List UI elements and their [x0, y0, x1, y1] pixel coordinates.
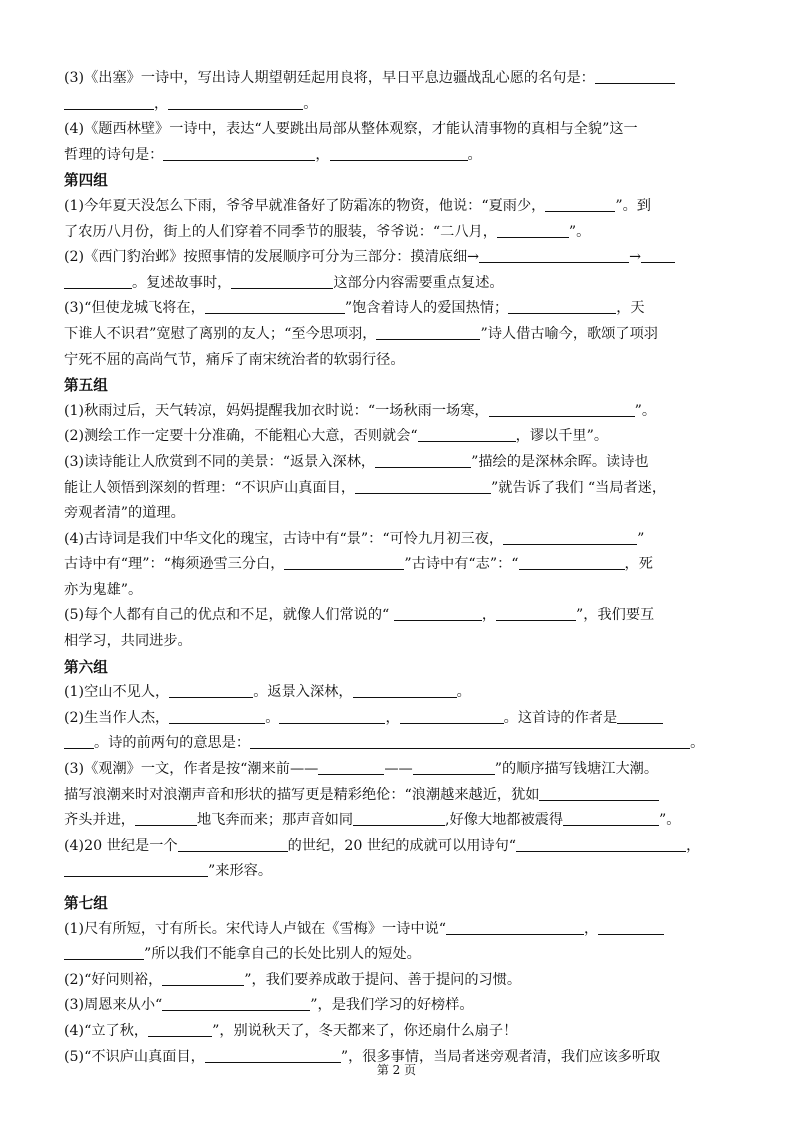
line-text: (3)周恩来从小“ — [64, 997, 163, 1014]
line-text: ， — [154, 95, 169, 112]
answer-blank[interactable] — [162, 995, 310, 1011]
line-text: (3)《观潮》一文，作者是按“潮来前—— — [64, 761, 319, 778]
question-line — [64, 578, 731, 604]
answer-blank[interactable] — [508, 298, 616, 314]
line-text: ， — [686, 837, 701, 854]
group-heading — [64, 373, 731, 399]
line-text: ”所以我们不能拿自己的长处比别人的短处。 — [144, 946, 421, 963]
line-text: ”的顺序描写钱塘江大潮。 — [494, 761, 659, 778]
answer-blank[interactable] — [318, 759, 384, 775]
line-text: (1)尺有所短，寸有所长。宋代诗人卢钺在《雪梅》一诗中说“ — [64, 920, 447, 937]
question-line — [64, 194, 731, 220]
answer-blank[interactable] — [168, 94, 303, 110]
question-line — [64, 993, 731, 1019]
line-text: ”来形容。 — [208, 863, 273, 880]
question-line — [64, 245, 731, 271]
line-text: 下谁人不识君”宽慰了离别的友人；“至今思项羽， — [64, 325, 377, 342]
answer-blank[interactable] — [169, 708, 265, 724]
answer-blank[interactable] — [376, 324, 480, 340]
line-text: (1)今年夏天没怎么下雨，爷爷早就准备好了防霜冻的物资，他说：“夏雨少， — [64, 197, 546, 214]
group-heading — [64, 655, 731, 681]
answer-blank[interactable] — [516, 836, 686, 852]
line-text: 。 — [265, 709, 280, 726]
line-text: 的世纪，20 世纪的成就可以用诗句“ — [287, 837, 517, 854]
line-text: 。复述故事时， — [132, 274, 232, 291]
line-text: ， — [481, 607, 497, 624]
group-heading — [64, 168, 731, 194]
question-line — [64, 859, 731, 885]
answer-blank[interactable] — [169, 682, 253, 698]
line-text: 亦为鬼雄”。 — [64, 581, 143, 598]
line-text: (4)古诗词是我们中华文化的瑰宝，古诗中有“景”：“可怜九月初三夜， — [64, 530, 504, 547]
line-text: (4)20 世纪是一个 — [64, 837, 178, 854]
question-line — [64, 834, 731, 860]
line-text: (5)“不识庐山真面目， — [64, 1048, 205, 1065]
question-line — [64, 629, 731, 655]
answer-blank[interactable] — [284, 554, 404, 570]
line-text: (3)《出塞》一诗中，写出诗人期望朝廷起用良将，早日平息边疆战乱心愿的名句是： — [64, 70, 595, 86]
line-text: ”，是我们学习的好榜样。 — [310, 997, 474, 1014]
line-text: 第四组 — [64, 172, 108, 190]
line-text: 描写浪潮来时对浪潮声音和形状的描写更是精彩绝伦：“浪潮越来越近，犹如 — [64, 786, 540, 803]
line-text: ”古诗中有“志”：“ — [404, 556, 519, 573]
answer-blank[interactable] — [446, 919, 584, 935]
line-text: (2)“好问则裕， — [64, 971, 163, 988]
line-text: —— — [384, 761, 413, 778]
answer-blank[interactable] — [231, 273, 333, 289]
group-heading — [64, 891, 731, 917]
answer-blank[interactable] — [355, 478, 491, 494]
answer-blank[interactable] — [279, 708, 385, 724]
answer-blank[interactable] — [539, 785, 659, 801]
question-line — [64, 552, 731, 578]
answer-blank[interactable] — [595, 68, 675, 84]
answer-blank[interactable] — [64, 733, 94, 749]
question-line — [64, 117, 731, 143]
answer-blank[interactable] — [64, 944, 144, 960]
line-text: ”就告诉了我们 “当局者迷， — [491, 479, 667, 496]
answer-blank[interactable] — [489, 401, 635, 417]
line-text: ”，别说秋天了，冬天都来了，你还扇什么扇子！ — [212, 1022, 518, 1039]
line-text: ”。 — [634, 402, 657, 419]
exercise-content — [64, 66, 731, 1070]
answer-blank[interactable] — [135, 810, 197, 826]
answer-blank[interactable] — [418, 426, 516, 442]
question-line — [64, 680, 731, 706]
answer-blank[interactable] — [641, 247, 675, 263]
question-line — [64, 66, 731, 92]
answer-blank[interactable] — [598, 919, 664, 935]
line-text: ，死 — [624, 556, 653, 573]
question-line — [64, 706, 731, 732]
line-text: ,好像大地都被震得 — [445, 812, 564, 829]
answer-blank[interactable] — [394, 605, 482, 621]
line-text: 宁死不屈的高尚气节，痛斥了南宋统治者的软弱行径。 — [64, 351, 405, 368]
line-text: 能让人领悟到深刻的哲理：“不识庐山真面目， — [64, 479, 356, 496]
line-text: ”诗人借古喻今，歌颂了项羽 — [480, 325, 658, 342]
question-line — [64, 143, 731, 169]
line-text: ”描绘的是深林余晖。读诗也 — [471, 453, 649, 470]
question-line — [64, 808, 731, 834]
answer-blank[interactable] — [353, 682, 457, 698]
line-text: 旁观者清”的道理。 — [64, 505, 185, 522]
question-line — [64, 942, 731, 968]
line-text: 齐头并进， — [64, 812, 135, 829]
line-text: (3)“但使龙城飞将在， — [64, 300, 205, 317]
line-text: (1)秋雨过后，天气转凉，妈妈提醒我加衣时说：“一场秋雨一场寒， — [64, 402, 489, 419]
line-text: ， — [385, 709, 400, 726]
line-text: ”。 — [568, 223, 591, 240]
line-text: ” — [637, 530, 645, 547]
answer-blank[interactable] — [205, 298, 345, 314]
answer-blank[interactable] — [496, 605, 576, 621]
question-line — [64, 917, 731, 943]
question-line — [64, 424, 731, 450]
line-text: 。 — [690, 735, 705, 752]
line-text: ”饱含着诗人的爱国热情； — [344, 300, 509, 317]
line-text: (2)《西门豹治邺》按照事情的发展顺序可分为三部分：摸清底细→ — [64, 249, 480, 266]
line-text: 。诗的前两句的意思是： — [94, 735, 251, 752]
answer-blank[interactable] — [250, 733, 690, 749]
line-text: 相学习，共同进步。 — [64, 633, 192, 650]
line-text: (2)测绘工作一定要十分准确，不能粗心大意，否则就会“ — [64, 428, 418, 445]
line-text: 了农历八月份，街上的人们穿着不同季节的服装，爷爷说：“二八月， — [64, 223, 497, 240]
line-text: (1)空山不见人， — [64, 684, 170, 701]
line-text: 。 — [456, 684, 471, 701]
line-text: ， — [315, 146, 330, 163]
answer-blank[interactable] — [413, 759, 495, 775]
answer-blank[interactable] — [375, 452, 471, 468]
answer-blank[interactable] — [400, 708, 504, 724]
question-line — [64, 322, 731, 348]
line-text: ”，很多事情，当局者迷旁观者清，我们应该多听取 — [340, 1048, 661, 1065]
question-line — [64, 501, 731, 527]
line-text: (4)《题西林壁》一诗中，表达“人要跳出局部从整体观察，才能认清事物的真相与全貌”这一 — [64, 121, 638, 138]
line-text: 地飞奔而来；那声音如同 — [196, 812, 354, 829]
line-text: ， — [584, 920, 599, 937]
line-text: (3)读诗能让人欣赏到不同的美景：“返景入深林， — [64, 453, 376, 470]
question-line — [64, 476, 731, 502]
question-line — [64, 603, 731, 629]
answer-blank[interactable] — [519, 554, 625, 570]
question-line — [64, 271, 731, 297]
question-line — [64, 527, 731, 553]
line-text: 。这首诗的作者是 — [503, 709, 618, 726]
line-text: ，谬以千里”。 — [515, 428, 609, 445]
line-text: 第七组 — [64, 895, 108, 912]
question-line — [64, 731, 731, 757]
line-text: ”。 — [659, 812, 681, 829]
answer-blank[interactable] — [163, 145, 315, 161]
page-number: 第 2 页 — [376, 1063, 417, 1077]
answer-blank[interactable] — [353, 810, 445, 826]
line-text: ”。到 — [615, 197, 651, 214]
line-text: (2)生当作人杰， — [64, 709, 170, 726]
answer-blank[interactable] — [178, 836, 288, 852]
question-line — [64, 968, 731, 994]
line-text: ”，我们要互 — [576, 607, 655, 624]
answer-blank[interactable] — [64, 273, 132, 289]
answer-blank[interactable] — [64, 94, 154, 110]
answer-blank[interactable] — [479, 247, 629, 263]
line-text: ，天 — [616, 300, 645, 317]
answer-blank[interactable] — [162, 970, 244, 986]
question-line — [64, 1019, 731, 1045]
question-line — [64, 450, 731, 476]
line-text: (5)每个人都有自己的优点和不足，就像人们常说的“ — [64, 607, 394, 624]
line-text: 。返景入深林， — [253, 684, 353, 701]
question-line — [64, 348, 731, 374]
answer-blank[interactable] — [617, 708, 663, 724]
line-text: → — [629, 249, 641, 266]
question-line — [64, 220, 731, 246]
line-text: 。 — [467, 146, 482, 163]
question-line — [64, 399, 731, 425]
answer-blank[interactable] — [545, 196, 615, 212]
question-line — [64, 783, 731, 809]
question-line — [64, 92, 731, 118]
answer-blank[interactable] — [503, 529, 637, 545]
line-text: 哲理的诗句是： — [64, 146, 164, 163]
line-text: 第六组 — [64, 658, 108, 676]
line-text: 。 — [303, 95, 318, 112]
question-line — [64, 757, 731, 783]
line-text: 这部分内容需要重点复述。 — [333, 274, 504, 291]
answer-blank[interactable] — [563, 810, 659, 826]
answer-blank[interactable] — [64, 861, 208, 877]
answer-blank[interactable] — [148, 1021, 212, 1037]
question-line — [64, 296, 731, 322]
answer-blank[interactable] — [497, 222, 569, 238]
line-text: ”，我们要养成敢于提问、善于提问的习惯。 — [244, 971, 522, 988]
line-text: 第五组 — [64, 377, 108, 395]
answer-blank[interactable] — [330, 145, 468, 161]
line-text: (4)“立了秋， — [64, 1022, 149, 1039]
line-text: 古诗中有“理”：“梅须逊雪三分白， — [64, 556, 285, 573]
